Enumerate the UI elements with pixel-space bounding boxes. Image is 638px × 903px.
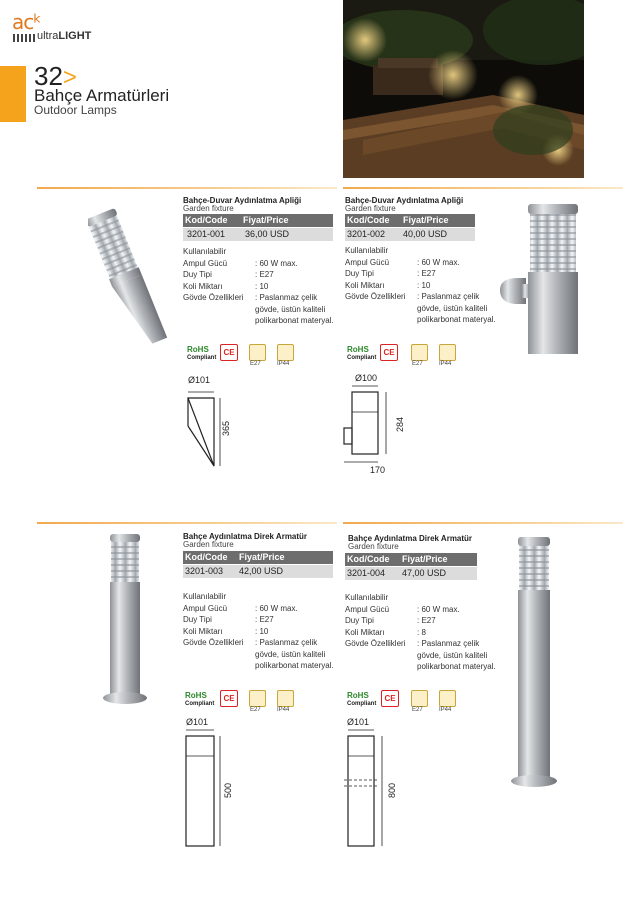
- spec-list: Kullanılabilir Ampul Gücü : 60 W max. Duy Tipi : E27 Koli Miktarı : 10 Gövde Özellikleri : Paslanmaz çelik gövde, üstün kaliteli polikarbonat materyal.: [183, 247, 334, 325]
- page-number: 32>: [34, 61, 77, 91]
- product-price: 42,00 USD: [239, 566, 284, 576]
- table-row: [345, 567, 477, 580]
- product-image: [505, 533, 565, 793]
- table-header: Kod/Code Fiyat/Price: [345, 214, 475, 227]
- rohs-badge: RoHS Compliant: [187, 345, 217, 361]
- badge-row: RoHS Compliant CE E27 IP44: [345, 690, 485, 714]
- product-name: Bahçe-Duvar Aydınlatma Apliği: [345, 196, 464, 205]
- brand-logo-bars: [13, 34, 35, 42]
- product-code: 3201-001: [187, 229, 226, 239]
- dimension-width: 170: [370, 465, 386, 475]
- water-drop-icon: [277, 344, 294, 361]
- dimension-drawing: [340, 722, 410, 852]
- product-subtitle: Garden fixture: [345, 204, 396, 213]
- product-name: Bahçe Aydınlatma Direk Armatür: [183, 532, 308, 541]
- table-row: [183, 228, 333, 241]
- rohs-badge: RoHS Compliant: [347, 345, 377, 361]
- water-drop-icon: [439, 344, 456, 361]
- product-code: 3201-004: [347, 568, 386, 578]
- dimension-diameter: Ø101: [347, 717, 370, 727]
- page-title: Bahçe Armatürleri: [34, 86, 170, 105]
- product-code: 3201-002: [347, 229, 386, 239]
- section-divider: [37, 187, 337, 189]
- spec-list: Kullanılabilir Ampul Gücü : 60 W max. Duy Tipi : E27 Koli Miktarı : 10 Gövde Özellikleri : Paslanmaz çelik gövde, üstün kaliteli polikarbonat materyal.: [183, 592, 334, 670]
- product-name: Bahçe Aydınlatma Direk Armatür: [348, 534, 473, 543]
- product-name: Bahçe-Duvar Aydınlatma Apliği: [183, 196, 302, 205]
- table-header: Kod/Code Fiyat/Price: [183, 214, 333, 227]
- dimension-drawing: [336, 378, 426, 478]
- product-image: [96, 530, 156, 710]
- table-header: Kod/Code Fiyat/Price: [183, 551, 333, 564]
- table-row: [345, 228, 475, 241]
- section-divider: [37, 522, 337, 524]
- rohs-badge: RoHS Compliant: [347, 691, 377, 707]
- water-drop-icon: [439, 690, 456, 707]
- water-drop-icon: [277, 690, 294, 707]
- product-subtitle: Garden fixture: [183, 540, 234, 549]
- dimension-drawing: [180, 380, 260, 475]
- bulb-icon: [249, 690, 266, 707]
- product-subtitle: Garden fixture: [183, 204, 234, 213]
- dimension-height: 365: [221, 420, 231, 436]
- badge-row: RoHS Compliant CE E27 IP44: [183, 690, 333, 714]
- spec-list: Kullanılabilir Ampul Gücü : 60 W max. Duy Tipi : E27 Koli Miktarı : 10 Gövde Özellikleri : Paslanmaz çelik gövde, üstün kaliteli polikarbonat materyal.: [345, 246, 496, 324]
- ce-mark-icon: CE: [380, 344, 398, 361]
- dimension-height: 284: [395, 416, 405, 432]
- bulb-icon: [411, 690, 428, 707]
- garden-photo: [343, 0, 584, 178]
- product-image: [498, 198, 588, 358]
- product-code: 3201-003: [185, 566, 224, 576]
- product-subtitle: Garden fixture: [348, 542, 399, 551]
- brand-logo-text: ultraLIGHT: [37, 30, 92, 42]
- badge-row: RoHS Compliant CE E27 IP44: [183, 344, 333, 368]
- dimension-height: 500: [223, 782, 233, 798]
- page-subtitle: Outdoor Lamps: [34, 103, 117, 117]
- bulb-icon: [249, 344, 266, 361]
- section-divider: [343, 522, 623, 524]
- product-image: [88, 198, 168, 358]
- dimension-diameter: Ø101: [186, 717, 209, 727]
- dimension-height: 800: [387, 782, 397, 798]
- rohs-badge: RoHS Compliant: [185, 691, 215, 707]
- ce-mark-icon: CE: [381, 690, 399, 707]
- dimension-diameter: Ø101: [188, 375, 211, 385]
- product-price: 40,00 USD: [403, 229, 448, 239]
- product-price: 36,00 USD: [245, 229, 290, 239]
- table-header: Kod/Code Fiyat/Price: [345, 553, 477, 566]
- table-row: [183, 565, 333, 578]
- brand-logo: acᵏ: [12, 10, 41, 34]
- dimension-drawing: [180, 722, 250, 852]
- section-divider: [343, 187, 623, 189]
- dimension-diameter: Ø100: [355, 373, 378, 383]
- bulb-icon: [411, 344, 428, 361]
- spec-list: Kullanılabilir Ampul Gücü : 60 W max. Duy Tipi : E27 Koli Miktarı : 8 Gövde Özellikleri : Paslanmaz çelik gövde, üstün kaliteli polikarbonat materyal.: [345, 593, 496, 671]
- page-accent-bar: [0, 66, 26, 122]
- product-price: 47,00 USD: [402, 568, 447, 578]
- ce-mark-icon: CE: [220, 690, 238, 707]
- badge-row: RoHS Compliant CE E27 IP44: [345, 344, 485, 368]
- ce-mark-icon: CE: [220, 344, 238, 361]
